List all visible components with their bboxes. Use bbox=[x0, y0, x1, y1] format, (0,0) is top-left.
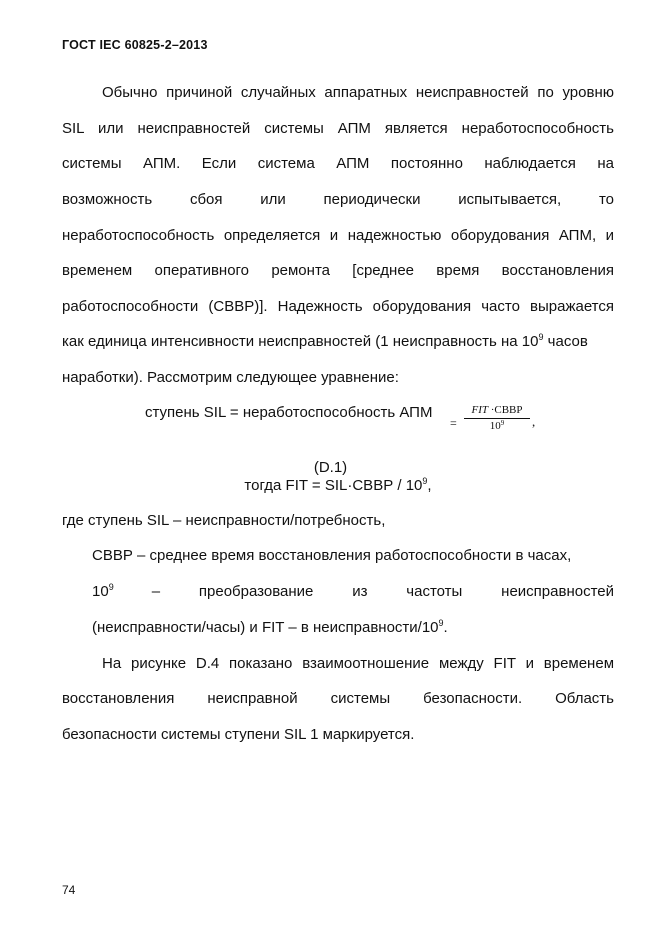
formula-fit-exponent: 9 bbox=[422, 476, 428, 486]
definition-power-base-number: 10 bbox=[92, 583, 109, 600]
paragraph-2-line-1: На рисунке D.4 показано взаимоотношение между FIT и временем bbox=[102, 655, 614, 672]
fraction-denominator-exponent: 9 bbox=[500, 419, 505, 427]
definition-units-exponent: 9 bbox=[438, 618, 444, 628]
definition-cbbp: СВВР – среднее время восстановления работоспособности в часах, bbox=[92, 547, 572, 564]
formula-fit-comma: , bbox=[427, 477, 432, 494]
paragraph-1-line-9: наработки). Рассмотрим следующее уравнение: bbox=[62, 369, 399, 386]
equation-number: (D.1) bbox=[313, 459, 348, 476]
definition-units-period: . bbox=[443, 619, 448, 636]
fraction-denominator bbox=[464, 420, 530, 433]
definition-power-text: – преобразование из частоты неисправностей bbox=[151, 583, 614, 600]
paragraph-1-line-4: возможность сбоя или периодически испытывается, то bbox=[62, 191, 614, 208]
definition-units bbox=[92, 619, 614, 637]
fraction-numerator-cbbp: ·СВВР bbox=[487, 404, 523, 416]
formula-fit bbox=[0, 477, 661, 495]
paragraph-2-line-3: безопасности системы ступени SIL 1 маркируется. bbox=[62, 726, 415, 743]
paragraph-1-line-2: SIL или неисправностей системы АПМ является неработоспособность bbox=[62, 120, 614, 137]
definition-power-exponent: 9 bbox=[108, 582, 114, 592]
paragraph-1-line-1: Обычно причиной случайных аппаратных неисправностей по уровню bbox=[102, 84, 614, 101]
paragraph-1-line-3: системы АПМ. Если система АПМ постоянно наблюдается на bbox=[62, 155, 614, 172]
paragraph-1-line-7: работоспособности (СВВР)]. Надежность оборудования часто выражается bbox=[62, 298, 614, 315]
formula-sil-text: ступень SIL = неработоспособность АПМ bbox=[145, 404, 433, 421]
definition-power bbox=[92, 583, 614, 601]
fraction-denominator-base: 10 bbox=[489, 420, 501, 432]
definition-power-base bbox=[92, 583, 114, 601]
paragraph-1-line-8-tail: часов bbox=[543, 333, 588, 350]
fraction-bar bbox=[464, 418, 530, 419]
paragraph-1-line-8 bbox=[62, 333, 614, 351]
definition-units-text: (неисправности/часы) и FIT – в неисправности/10 bbox=[92, 619, 439, 636]
definition-where: где ступень SIL – неисправности/потребность, bbox=[62, 512, 386, 529]
fraction bbox=[464, 403, 530, 433]
paragraph-2-line-2: восстановления неисправной системы безопасности. Область bbox=[62, 690, 614, 707]
fraction-numerator-fit: FIT bbox=[471, 404, 488, 416]
paragraph-1-line-5: неработоспособность определяется и надежностью оборудования АПМ, и bbox=[62, 227, 614, 244]
fraction-equals-sign: = bbox=[450, 416, 457, 430]
paragraph-1-line-8-text: как единица интенсивности неисправностей (1 неисправность на 10 bbox=[62, 333, 539, 350]
page-number: 74 bbox=[62, 883, 76, 897]
formula-fit-text: тогда FIT = SIL·СВВР / 10 bbox=[244, 477, 423, 494]
paragraph-1-line-6: временем оперативного ремонта [среднее время восстановления bbox=[62, 262, 614, 279]
superscript: 9 bbox=[538, 332, 544, 342]
fraction-numerator bbox=[464, 403, 530, 417]
document-header: ГОСТ IEC 60825-2–2013 bbox=[62, 38, 208, 52]
fraction-comma: , bbox=[532, 414, 536, 429]
